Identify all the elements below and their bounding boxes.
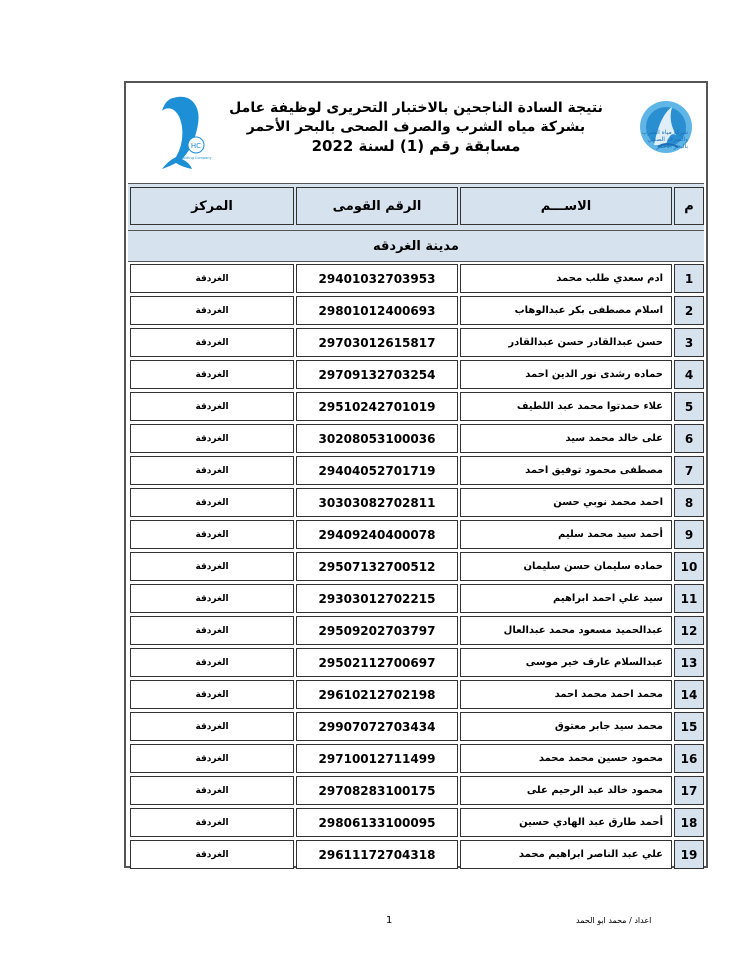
cell-name: مصطفى محمود توفيق احمد [460, 456, 672, 485]
cell-center: الغردقة [130, 264, 294, 293]
cell-national-id: 29502112700697 [296, 648, 458, 677]
cell-national-id: 29404052701719 [296, 456, 458, 485]
cell-name: عبدالحميد مسعود محمد عبدالعال [460, 616, 672, 645]
cell-center: الغردقة [130, 840, 294, 869]
document-header [128, 85, 704, 184]
cell-number: 19 [674, 840, 704, 869]
cell-national-id: 29509202703797 [296, 616, 458, 645]
cell-number: 16 [674, 744, 704, 773]
prepared-by: اعداد / محمد ابو الحمد [576, 916, 652, 925]
table-row [126, 839, 706, 871]
cell-number: 13 [674, 648, 704, 677]
table-row [126, 775, 706, 807]
water-company-logo-text: شركة مياه الشرب والصرف الصحي بالبحر الأحمر [641, 129, 688, 150]
cell-number: 3 [674, 328, 704, 357]
cell-name: حماده سليمان حسن سليمان [460, 552, 672, 581]
cell-national-id: 29401032703953 [296, 264, 458, 293]
cell-center: الغردقة [130, 520, 294, 549]
table-row [126, 263, 706, 295]
cell-number: 1 [674, 264, 704, 293]
cell-national-id: 29610212702198 [296, 680, 458, 709]
cell-national-id: 29907072703434 [296, 712, 458, 741]
cell-number: 8 [674, 488, 704, 517]
cell-name: أحمد طارق عبد الهادي حسين [460, 808, 672, 837]
table-row [126, 679, 706, 711]
results-sheet [124, 81, 708, 868]
cell-name: محمود حسين محمد محمد [460, 744, 672, 773]
cell-number: 10 [674, 552, 704, 581]
table-row [126, 743, 706, 775]
cell-center: الغردقة [130, 776, 294, 805]
cell-national-id: 29703012615817 [296, 328, 458, 357]
cell-center: الغردقة [130, 712, 294, 741]
column-header-center: المركز [130, 187, 294, 225]
column-header-number: م [674, 187, 704, 225]
cell-number: 4 [674, 360, 704, 389]
holding-company-initials: HC [190, 142, 202, 150]
column-header-national-id: الرقم القومى [296, 187, 458, 225]
column-header-name: الاســـم [460, 187, 672, 225]
cell-center: الغردقة [130, 584, 294, 613]
title-line-3: مسابقة رقم (1) لسنة 2022 [311, 137, 521, 155]
document-title [218, 99, 614, 156]
cell-center: الغردقة [130, 744, 294, 773]
table-row [126, 519, 706, 551]
cell-national-id: 29510242701019 [296, 392, 458, 421]
table-row [126, 711, 706, 743]
cell-name: عبدالسلام عارف خير موسى [460, 648, 672, 677]
cell-center: الغردقة [130, 328, 294, 357]
cell-national-id: 29303012702215 [296, 584, 458, 613]
cell-national-id: 29801012400693 [296, 296, 458, 325]
cell-number: 6 [674, 424, 704, 453]
cell-number: 7 [674, 456, 704, 485]
cell-name: أحمد سيد محمد سليم [460, 520, 672, 549]
holding-company-caption: Holding Company [180, 156, 212, 160]
cell-national-id: 30303082702811 [296, 488, 458, 517]
cell-center: الغردقة [130, 360, 294, 389]
cell-number: 9 [674, 520, 704, 549]
table-row [126, 551, 706, 583]
holding-company-logo-icon [152, 93, 216, 173]
cell-national-id: 29708283100175 [296, 776, 458, 805]
cell-name: احمد محمد نوبي حسن [460, 488, 672, 517]
cell-name: اسلام مصطفى بكر عبدالوهاب [460, 296, 672, 325]
region-heading: مدينة الغردقه [128, 231, 704, 262]
cell-number: 5 [674, 392, 704, 421]
title-line-1: نتيجة السادة الناجحين بالاختبار التحريرى لوظيفة عامل [229, 100, 603, 116]
table-row [126, 423, 706, 455]
cell-national-id: 29709132703254 [296, 360, 458, 389]
cell-center: الغردقة [130, 392, 294, 421]
cell-number: 17 [674, 776, 704, 805]
cell-name: ادم سعدي طلب محمد [460, 264, 672, 293]
cell-name: حماده رشدى نور الدين احمد [460, 360, 672, 389]
table-row [126, 647, 706, 679]
cell-national-id: 29507132700512 [296, 552, 458, 581]
cell-center: الغردقة [130, 488, 294, 517]
cell-name: محمد سيد جابر معتوق [460, 712, 672, 741]
cell-center: الغردقة [130, 424, 294, 453]
page-number: 1 [386, 915, 393, 926]
cell-number: 2 [674, 296, 704, 325]
cell-name: علاء حمدتوا محمد عبد اللطيف [460, 392, 672, 421]
cell-number: 18 [674, 808, 704, 837]
cell-number: 12 [674, 616, 704, 645]
cell-center: الغردقة [130, 296, 294, 325]
title-line-2: بشركة مياه الشرب والصرف الصحى بالبحر الأحمر [246, 119, 586, 135]
cell-name: علي عبد الناصر ابراهيم محمد [460, 840, 672, 869]
cell-number: 14 [674, 680, 704, 709]
cell-national-id: 29710012711499 [296, 744, 458, 773]
table-row [126, 327, 706, 359]
table-row [126, 295, 706, 327]
table-row [126, 583, 706, 615]
table-row [126, 455, 706, 487]
cell-center: الغردقة [130, 456, 294, 485]
cell-national-id: 29806133100095 [296, 808, 458, 837]
cell-center: الغردقة [130, 648, 294, 677]
cell-name: محمود خالد عبد الرحيم على [460, 776, 672, 805]
table-header [128, 184, 704, 231]
cell-number: 11 [674, 584, 704, 613]
table-row [126, 615, 706, 647]
cell-number: 15 [674, 712, 704, 741]
cell-name: محمد احمد محمد احمد [460, 680, 672, 709]
cell-center: الغردقة [130, 808, 294, 837]
cell-name: سيد علي احمد ابراهيم [460, 584, 672, 613]
cell-national-id: 30208053100036 [296, 424, 458, 453]
cell-center: الغردقة [130, 680, 294, 709]
table-row [126, 359, 706, 391]
cell-center: الغردقة [130, 552, 294, 581]
cell-name: على خالد محمد سيد [460, 424, 672, 453]
table-row [126, 391, 706, 423]
cell-name: حسن عبدالقادر حسن عبدالقادر [460, 328, 672, 357]
table-row [126, 807, 706, 839]
cell-center: الغردقة [130, 616, 294, 645]
cell-national-id: 29611172704318 [296, 840, 458, 869]
cell-national-id: 29409240400078 [296, 520, 458, 549]
table-row [126, 487, 706, 519]
